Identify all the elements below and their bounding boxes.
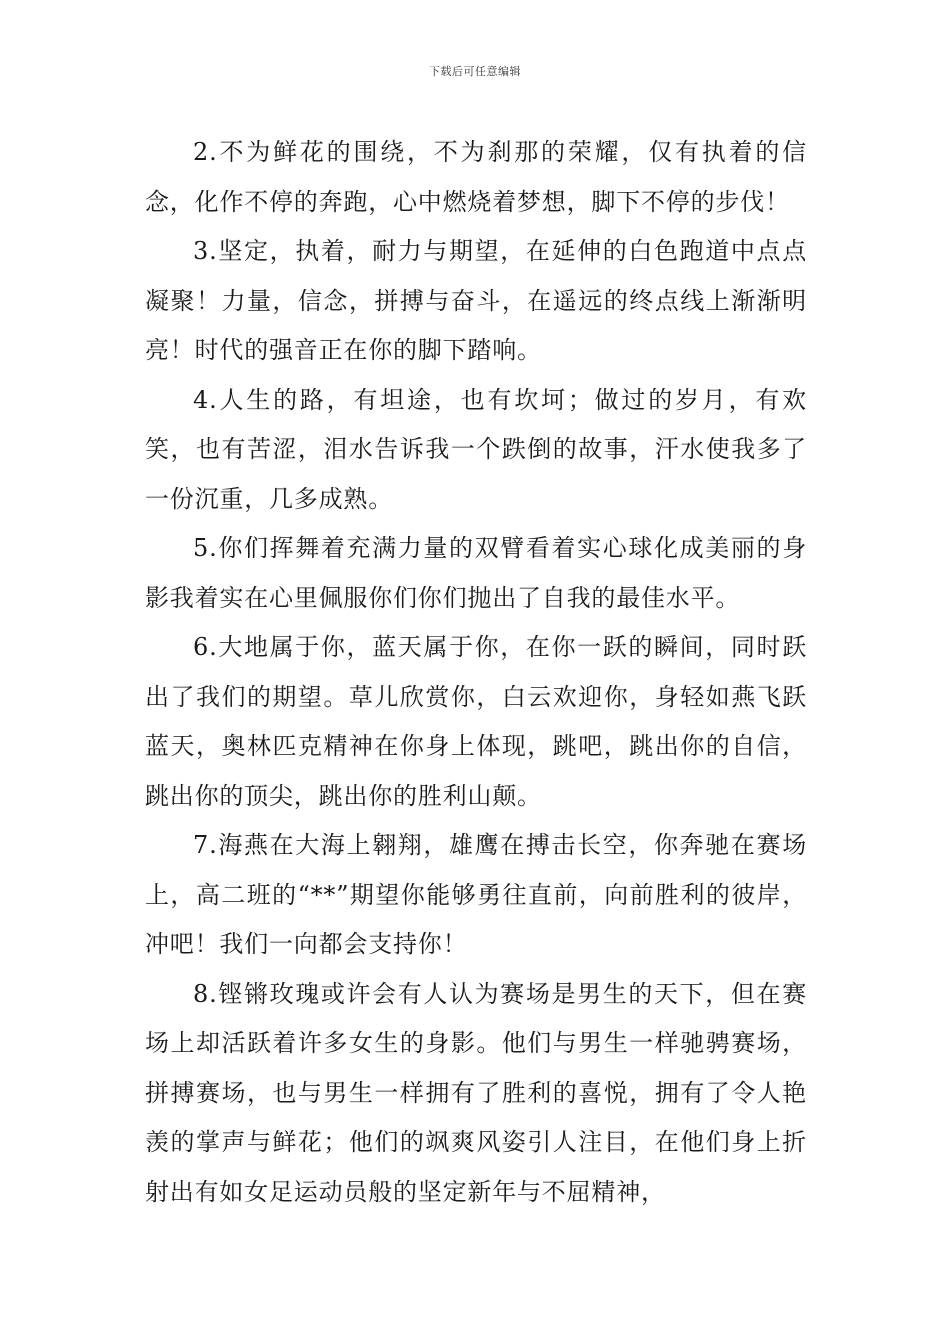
paragraph-6: 6.大地属于你，蓝天属于你，在你一跃的瞬间，同时跃出了我们的期望。草儿欣赏你，白云欢迎你，身轻如燕飞跃蓝天，奥林匹克精神在你身上体现，跳吧，跳出你的自信，跳出你的顶尖，跳出你的胜利山颠。 [145, 633, 807, 810]
document-body [145, 128, 807, 1217]
paragraph-3: 3.坚定，执着，耐力与期望，在延伸的白色跑道中点点凝聚！力量，信念，拼搏与奋斗，在遥远的终点线上渐渐明亮！时代的强音正在你的脚下踏响。 [145, 237, 807, 364]
paragraph-8: 8.铿锵玫瑰或许会有人认为赛场是男生的天下，但在赛场上却活跃着许多女生的身影。他们与男生一样驰骋赛场，拼搏赛场，也与男生一样拥有了胜利的喜悦，拥有了令人艳羡的掌声与鲜花；他们的飒爽风姿引人注目，在他们身上折射出有如女足运动员般的坚定新年与不屈精神， [145, 979, 807, 1206]
page-header-note: 下载后可任意编辑 [429, 65, 521, 78]
paragraph-4: 4.人生的路，有坦途，也有坎坷；做过的岁月，有欢笑，也有苦涩，泪水告诉我一个跌倒的故事，汗水使我多了一份沉重，几多成熟。 [145, 385, 807, 513]
paragraph-5: 5.你们挥舞着充满力量的双臂看着实心球化成美丽的身影我着实在心里佩服你们你们抛出了自我的最佳水平。 [145, 534, 807, 612]
paragraph-7: 7.海燕在大海上翱翔，雄鹰在搏击长空，你奔驰在赛场上，高二班的“**”期望你能够勇往直前，向前胜利的彼岸，冲吧！我们一向都会支持你！ [145, 831, 807, 958]
paragraph-2: 2.不为鲜花的围绕，不为刹那的荣耀，仅有执着的信念，化作不停的奔跑，心中燃烧着梦想，脚下不停的步伐！ [145, 138, 807, 216]
